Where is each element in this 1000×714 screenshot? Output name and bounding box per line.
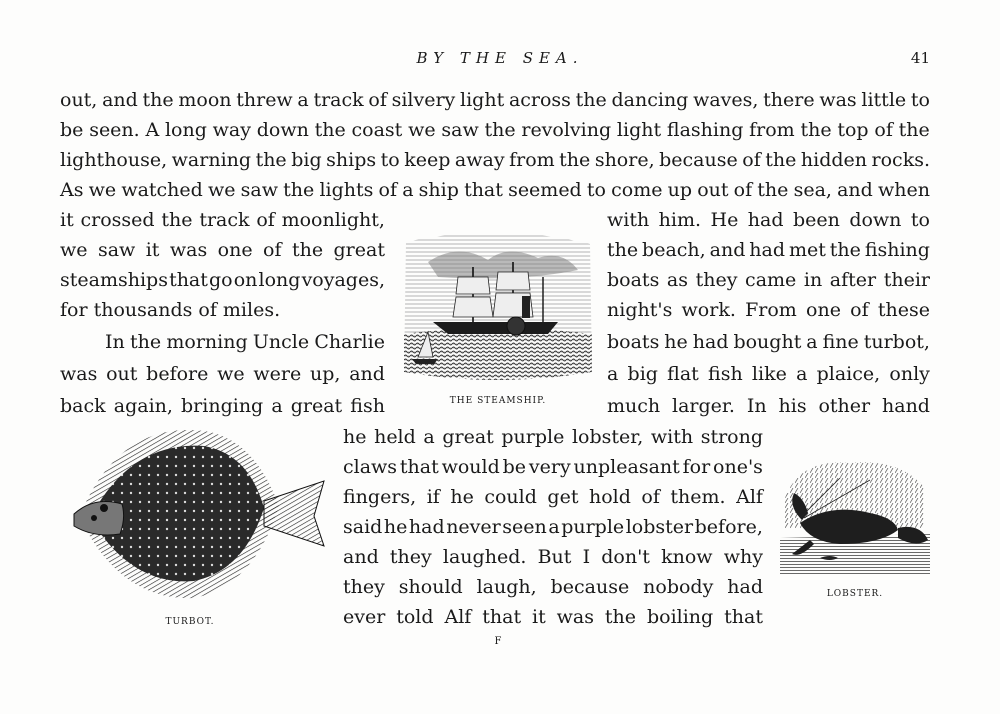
text-line: said he had never seen a purple lobster before, xyxy=(343,516,763,538)
text-line: back again, bringing a great fish xyxy=(60,395,385,417)
text-line: for thousands of miles. xyxy=(60,299,281,321)
lobster-illustration xyxy=(780,458,930,583)
lobster-caption: LOBSTER. xyxy=(826,589,884,599)
text-line: we saw it was one of the great xyxy=(60,239,385,261)
text-line: was out before we were up, and xyxy=(60,363,385,385)
text-line: steamships that go on long voyages, xyxy=(60,269,385,291)
text-line: As we watched we saw the lights of a ship that seemed to come up out of the sea, and when xyxy=(60,179,930,201)
page-header xyxy=(0,49,1000,69)
text-line: with him. He had been down to xyxy=(607,209,930,231)
text-line: the beach, and had met the fishing xyxy=(607,239,930,261)
text-line: lighthouse, warning the big ships to keep away from the shore, because of the hidden rocks. xyxy=(60,149,930,171)
steamship-illustration xyxy=(398,222,598,390)
text-line: they should laugh, because nobody had xyxy=(343,576,763,598)
signature-mark: F xyxy=(494,636,502,647)
text-line: night's work. From one of these xyxy=(607,299,930,321)
text-line: claws that would be very unpleasant for one's xyxy=(343,456,763,478)
steamship-caption: THE STEAMSHIP. xyxy=(449,396,547,406)
text-line: a big flat fish like a plaice, only xyxy=(607,363,930,385)
text-line: be seen. A long way down the coast we saw the revolving light flashing from the top of the xyxy=(60,119,930,141)
text-line: boats he had bought a fine turbot, xyxy=(607,331,930,353)
text-line: he held a great purple lobster, with strong xyxy=(343,426,763,448)
running-head: BY THE SEA. xyxy=(416,49,584,67)
text-line: much larger. In his other hand xyxy=(607,395,930,417)
text-line: fingers, if he could get hold of them. Alf xyxy=(343,486,763,508)
turbot-illustration xyxy=(64,426,326,606)
page-number: 41 xyxy=(910,49,930,67)
text-line: ever told Alf that it was the boiling that xyxy=(343,606,763,628)
text-line: In the morning Uncle Charlie xyxy=(105,331,385,353)
text-line: out, and the moon threw a track of silvery light across the dancing waves, there was little to xyxy=(60,89,930,111)
text-line: it crossed the track of moonlight, xyxy=(60,209,385,231)
text-line: boats as they came in after their xyxy=(607,269,930,291)
turbot-caption: TURBOT. xyxy=(165,617,215,627)
text-line: and they laughed. But I don't know why xyxy=(343,546,763,568)
